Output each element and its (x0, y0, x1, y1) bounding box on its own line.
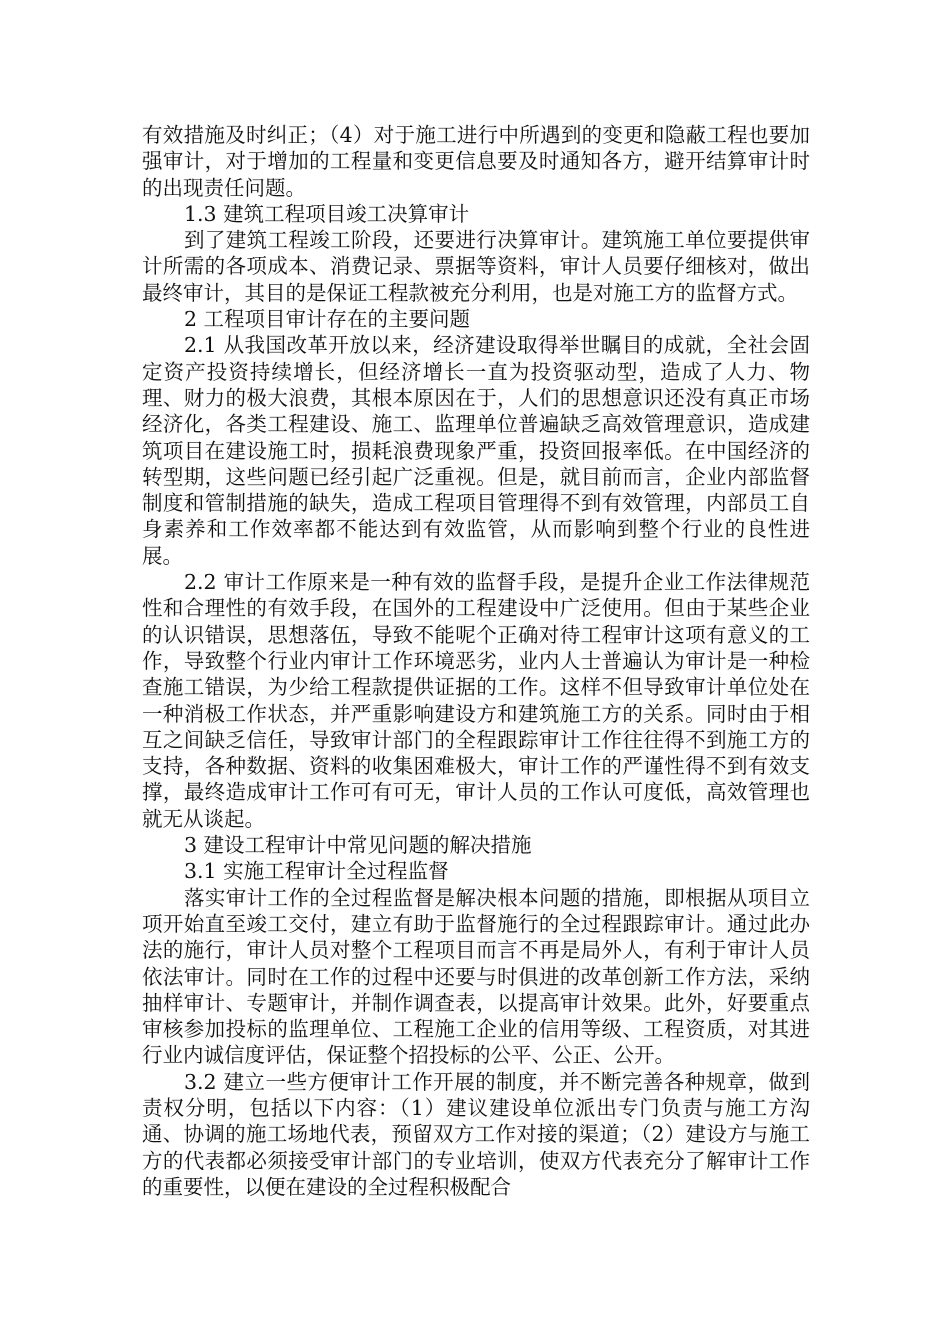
section-heading-3: 3 建设工程审计中常见问题的解决措施 (184, 833, 532, 858)
paragraph-2-1: 2.1 从我国改革开放以来，经济建设取得举世瞩目的成就，全社会固定资产投资持续增长，但经济增长一直为投资驱动型，造成了人力、物理、财力的极大浪费，其根本原因在于，人们的思想意识还没有真正市场经济化，各类工程建设、施工、监理单位普遍缺乏高效管理意识，造成建筑项目在建设施工时，损耗浪费现象严重，投资回报率低。在中国经济的转型期，这些问题已经引起广泛重视。但是，就目前而言，企业内部监督制度和管制措施的缺失，造成工程项目管理得不到有效管理，内部员工自身素养和工作效率都不能达到有效监管，从而影响到整个行业的良性进展。 (142, 333, 810, 568)
document-body (142, 122, 810, 1200)
paragraph-2-2: 2.2 审计工作原来是一种有效的监督手段，是提升企业工作法律规范性和合理性的有效手段，在国外的工程建设中广泛使用。但由于某些企业的认识错误，思想落伍，导致不能呢个正确对待工程审计这项有意义的工作，导致整个行业内审计工作环境恶劣，业内人士普遍认为审计是一种检查施工错误，为少给工程款提供证据的工作。这样不但导致审计单位处在一种消极工作状态，并严重影响建设方和建筑施工方的关系。同时由于相互之间缺乏信任，导致审计部门的全程跟踪审计工作往往得不到施工方的支持，各种数据、资料的收集困难极大，审计工作的严谨性得不到有效支撑，最终造成审计工作可有可无，审计人员的工作认可度低，高效管理也就无从谈起。 (142, 570, 810, 831)
section-heading-2: 2 工程项目审计存在的主要问题 (184, 307, 471, 332)
section-heading-3-1: 3.1 实施工程审计全过程监督 (184, 859, 449, 884)
paragraph-final-audit: 到了建筑工程竣工阶段，还要进行决算审计。建筑施工单位要提供审计所需的各项成本、消费记录、票据等资料，审计人员要仔细核对，做出最终审计，其目的是保证工程款被充分利用，也是对施工方的监督方式。 (142, 228, 810, 305)
section-heading-1-3: 1.3 建筑工程项目竣工决算审计 (184, 201, 470, 226)
paragraph-3-2: 3.2 建立一些方便审计工作开展的制度，并不断完善各种规章，做到责权分明，包括以下内容：（1）建议建设单位派出专门负责与施工方沟通、协调的施工场地代表，预留双方工作对接的渠道；（2）建设方与施工方的代表都必须接受审计部门的专业培训，使双方代表充分了解审计工作的重要性，以便在建设的全过程积极配合 (142, 1069, 810, 1199)
paragraph-continuation: 有效措施及时纠正；（4）对于施工进行中所遇到的变更和隐蔽工程也要加强审计，对于增加的工程量和变更信息要及时通知各方，避开结算审计时的出现责任问题。 (142, 123, 810, 200)
paragraph-3-1: 落实审计工作的全过程监督是解决根本问题的措施，即根据从项目立项开始直至竣工交付，建立有助于监督施行的全过程跟踪审计。通过此办法的施行，审计人员对整个工程项目而言不再是局外人，有利于审计人员依法审计。同时在工作的过程中还要与时俱进的改革创新工作方法，采纳抽样审计、专题审计，并制作调查表，以提高审计效果。此外，好要重点审核参加投标的监理单位、工程施工企业的信用等级、工程资质，对其进行业内诚信度评估，保证整个招投标的公平、公正、公开。 (142, 885, 810, 1068)
